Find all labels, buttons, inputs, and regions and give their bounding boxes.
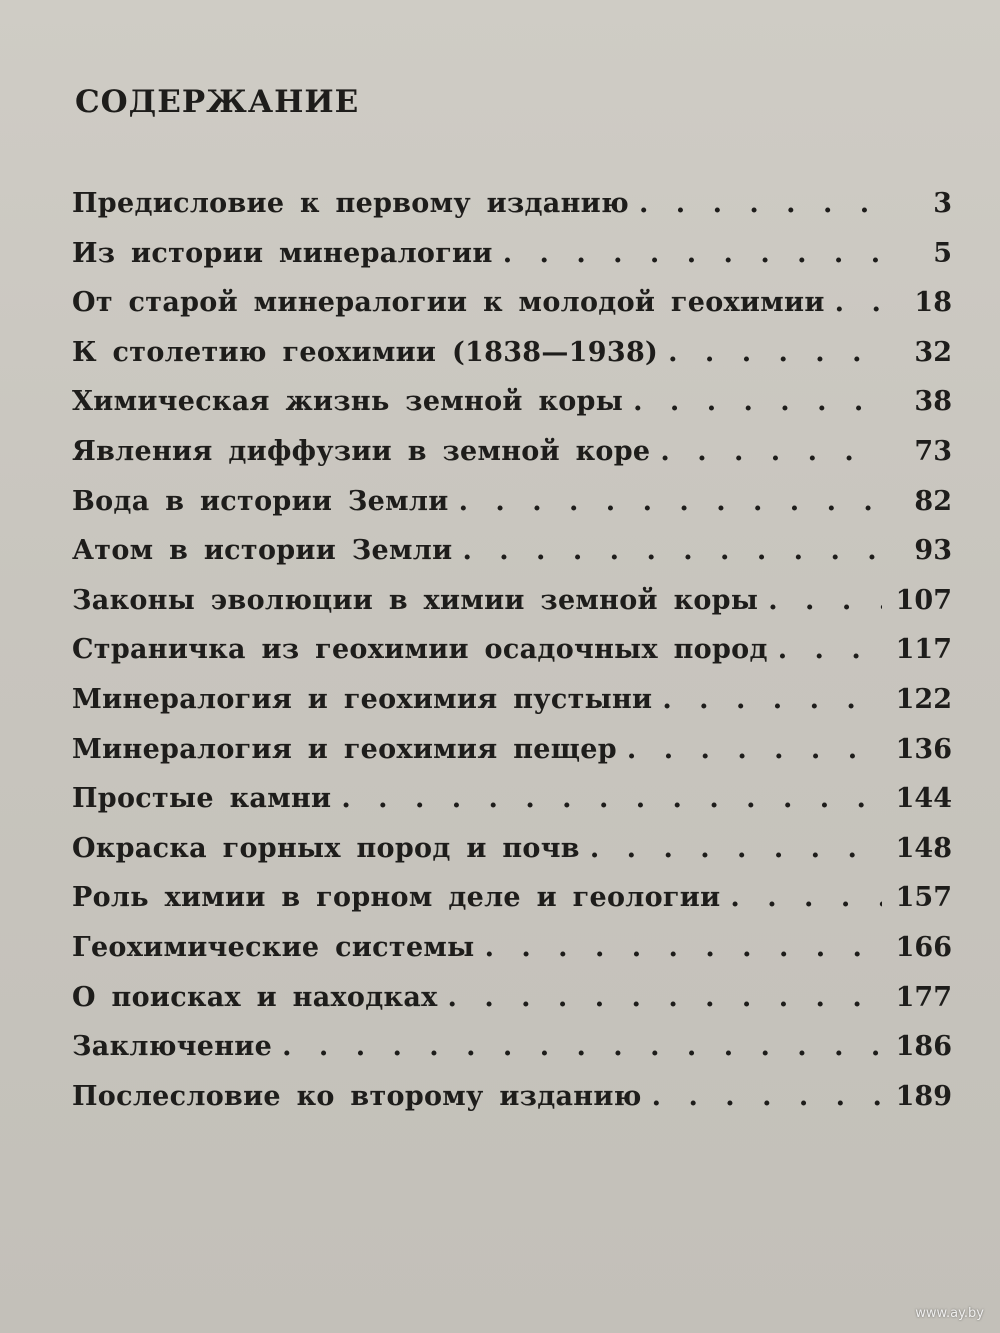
toc-entry xyxy=(72,833,952,883)
toc-entry-title: Минералогия и геохимия пещер xyxy=(72,733,617,765)
toc-entry xyxy=(72,287,952,337)
toc-entry-title: Минералогия и геохимия пустыни xyxy=(72,683,653,715)
toc-entry-title: Законы эволюции в химии земной коры xyxy=(72,584,759,616)
toc-entry-title: Атом в истории Земли xyxy=(72,535,453,567)
toc-entry-page: 73 xyxy=(914,435,952,467)
dot-leader xyxy=(662,684,882,715)
toc-entry xyxy=(72,684,952,734)
toc-entry-page: 144 xyxy=(895,783,952,815)
dot-leader xyxy=(503,238,882,269)
toc-entry xyxy=(72,585,952,635)
dot-leader xyxy=(485,932,882,963)
dot-leader xyxy=(639,188,882,219)
dot-leader xyxy=(778,634,882,665)
toc-entry-title: От старой минералогии к молодой геохимии xyxy=(72,287,825,319)
toc-entry-page: 189 xyxy=(895,1080,952,1112)
toc-entry-title: Химическая жизнь земной коры xyxy=(72,386,624,418)
dot-leader xyxy=(668,337,882,368)
toc-entry xyxy=(72,238,952,288)
toc-entry-page: 3 xyxy=(933,188,952,219)
toc-entry-title: Заключение xyxy=(72,1031,273,1063)
table-of-contents xyxy=(72,188,952,1130)
toc-entry xyxy=(72,1081,952,1131)
toc-entry xyxy=(72,783,952,833)
toc-entry xyxy=(72,882,952,932)
toc-entry-title: Предисловие к первому изданию xyxy=(72,188,629,219)
toc-entry-page: 38 xyxy=(914,386,952,418)
dot-leader xyxy=(660,436,882,467)
toc-entry-page: 18 xyxy=(914,287,952,319)
toc-entry-page: 122 xyxy=(895,683,952,715)
toc-entry xyxy=(72,734,952,784)
dot-leader xyxy=(282,1031,882,1062)
toc-entry-page: 136 xyxy=(895,733,952,765)
toc-entry-title: О поисках и находках xyxy=(72,981,438,1013)
toc-entry-title: К столетию геохимии (1838—1938) xyxy=(72,336,659,368)
toc-entry-title: Роль химии в горном деле и геологии xyxy=(72,882,721,914)
toc-entry-page: 32 xyxy=(914,336,952,368)
toc-entry-page: 117 xyxy=(895,634,952,666)
toc-entry xyxy=(72,386,952,436)
toc-entry-page: 148 xyxy=(895,832,952,864)
dot-leader xyxy=(341,783,882,814)
toc-entry xyxy=(72,634,952,684)
toc-entry-page: 157 xyxy=(895,882,952,914)
dot-leader xyxy=(652,1081,882,1112)
dot-leader xyxy=(768,585,882,616)
toc-entry-title: Явления диффузии в земной коре xyxy=(72,435,651,467)
toc-entry-page: 82 xyxy=(914,485,952,517)
toc-entry-title: Страничка из геохимии осадочных пород xyxy=(72,634,768,666)
toc-entry-page: 5 xyxy=(933,237,952,269)
dot-leader xyxy=(462,535,882,566)
toc-entry xyxy=(72,535,952,585)
contents-heading: СОДЕРЖАНИЕ xyxy=(75,84,360,120)
toc-entry-title: Геохимические системы xyxy=(72,931,475,963)
toc-entry-title: Послесловие ко второму изданию xyxy=(72,1080,642,1112)
toc-entry-page: 177 xyxy=(895,981,952,1013)
toc-entry-title: Из истории минералогии xyxy=(72,237,493,269)
dot-leader xyxy=(627,734,882,765)
dot-leader xyxy=(730,882,882,913)
toc-entry-title: Окраска горных пород и почв xyxy=(72,832,580,864)
toc-entry-title: Простые камни xyxy=(72,783,332,815)
toc-entry-page: 107 xyxy=(895,584,952,616)
toc-entry-page: 93 xyxy=(914,535,952,567)
dot-leader xyxy=(448,982,882,1013)
toc-entry xyxy=(72,932,952,982)
toc-entry xyxy=(72,436,952,486)
toc-entry-page: 166 xyxy=(895,931,952,963)
toc-entry xyxy=(72,188,952,238)
toc-entry xyxy=(72,337,952,387)
dot-leader xyxy=(590,833,882,864)
watermark: www.ay.by xyxy=(915,1306,984,1321)
toc-entry xyxy=(72,486,952,536)
dot-leader xyxy=(835,287,882,318)
toc-entry-title: Вода в истории Земли xyxy=(72,485,449,517)
dot-leader xyxy=(633,386,882,417)
toc-entry-page: 186 xyxy=(895,1031,952,1063)
dot-leader xyxy=(459,486,882,517)
toc-entry xyxy=(72,1031,952,1081)
toc-entry xyxy=(72,982,952,1032)
